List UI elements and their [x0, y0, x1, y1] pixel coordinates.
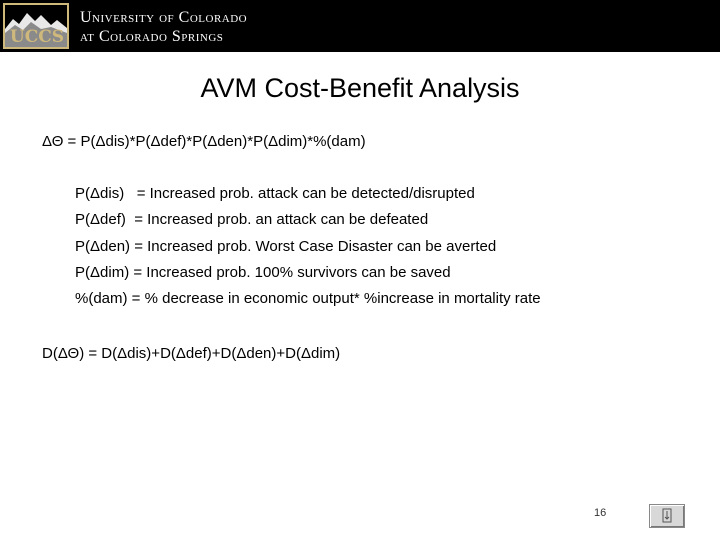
definition-save: P(Δdim) = Increased prob. 100% survivors can be saved	[75, 263, 451, 281]
definition-avert: P(Δden) = Increased prob. Worst Case Disaster can be averted	[75, 237, 497, 255]
definition-detect: P(Δdis) = Increased prob. attack can be detected/disrupted	[75, 185, 475, 202]
derivative-formula: D(ΔΘ) = D(Δdis)+D(Δdef)+D(Δden)+D(Δdim)	[42, 345, 341, 362]
main-formula: ΔΘ = P(Δdis)*P(Δdef)*P(Δden)*P(Δdim)*%(dam)	[42, 133, 366, 150]
logo-text: UCCS	[9, 27, 65, 47]
slide-title: AVM Cost-Benefit Analysis	[200, 73, 520, 103]
definition-defeat: P(Δdef) = Increased prob. an attack can be defeated	[75, 211, 429, 229]
campus-name: at Colorado Springs	[80, 28, 224, 45]
page-number: 16	[594, 507, 607, 519]
return-button[interactable]	[649, 504, 685, 528]
header-bar	[0, 0, 720, 52]
definitions-list	[75, 181, 541, 312]
uccs-logo	[3, 3, 69, 49]
definition-damage: %(dam) = % decrease in economic output* %increase in mortality rate	[75, 290, 541, 308]
university-name: University of Colorado	[80, 9, 248, 26]
return-icon	[650, 505, 684, 527]
